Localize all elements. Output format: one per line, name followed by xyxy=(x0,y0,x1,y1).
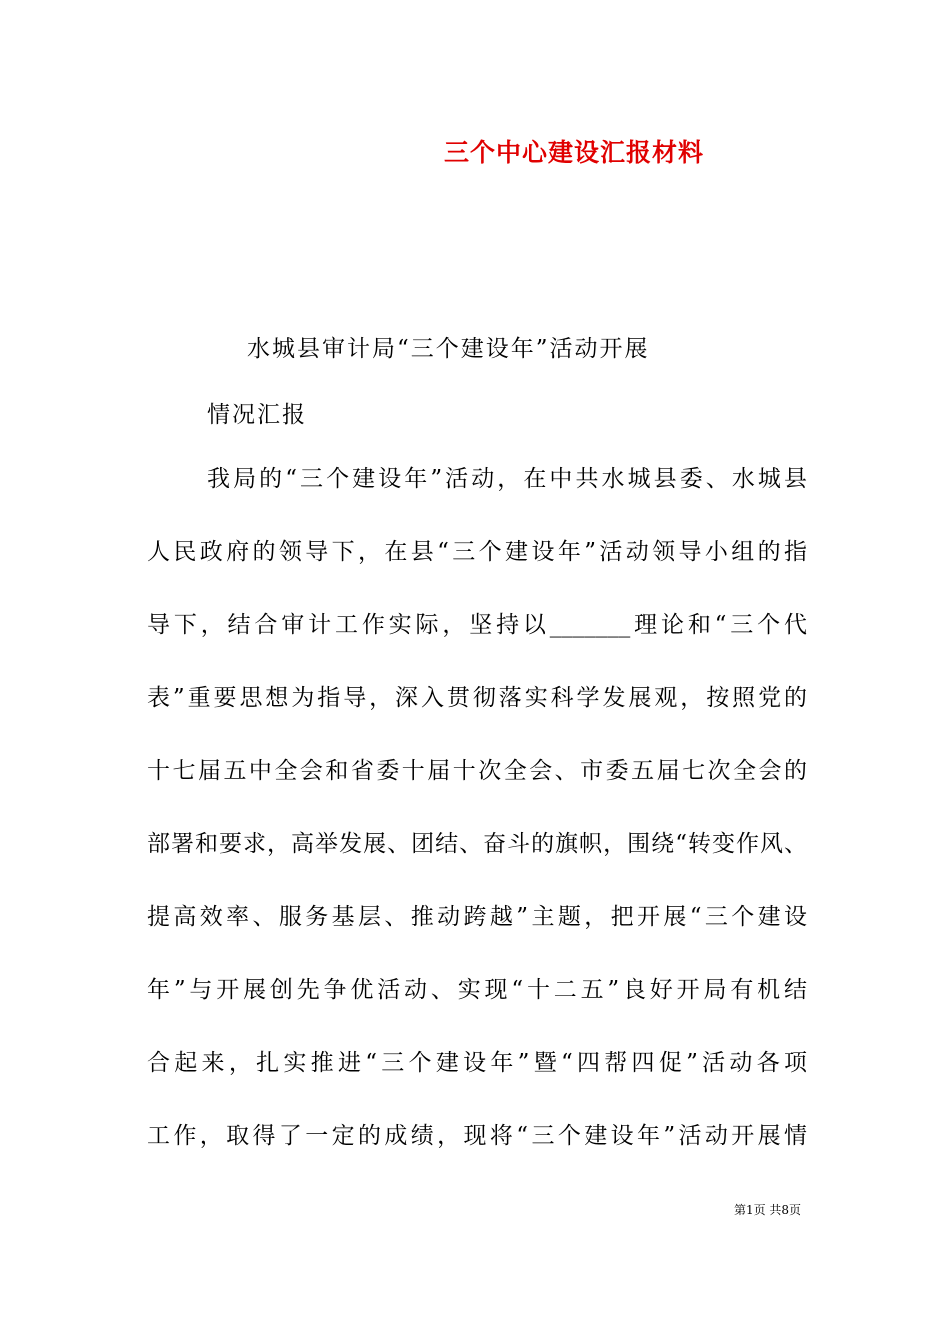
body-line: 合起来，扎实推进“三个建设年”暨“四帮四促”活动各项 xyxy=(147,1050,807,1076)
report-subtitle-line-1: 水城县审计局“三个建设年”活动开展 xyxy=(247,336,650,362)
document-title: 三个中心建设汇报材料 xyxy=(443,138,704,167)
body-line: 人民政府的领导下，在县“三个建设年”活动领导小组的指 xyxy=(147,539,807,565)
report-subtitle-line-2: 情况汇报 xyxy=(207,402,307,428)
body-line: 提高效率、服务基层、推动跨越”主题，把开展“三个建设 xyxy=(147,904,807,930)
body-line: 工作，取得了一定的成绩，现将“三个建设年”活动开展情 xyxy=(147,1123,807,1149)
body-line: 年”与开展创先争优活动、实现“十二五”良好开局有机结 xyxy=(147,977,807,1003)
body-line: 表”重要思想为指导，深入贯彻落实科学发展观，按照党的 xyxy=(147,685,807,711)
body-line: 导下，结合审计工作实际，坚持以_______理论和“三个代 xyxy=(147,612,807,638)
body-line: 我局的“三个建设年”活动，在中共水城县委、水城县 xyxy=(207,466,807,492)
page-number-footer: 第1页 共8页 xyxy=(733,1203,802,1217)
body-line: 十七届五中全会和省委十届十次全会、市委五届七次全会的 xyxy=(147,758,807,784)
body-line: 部署和要求，高举发展、团结、奋斗的旗帜，围绕“转变作风、 xyxy=(147,831,807,857)
